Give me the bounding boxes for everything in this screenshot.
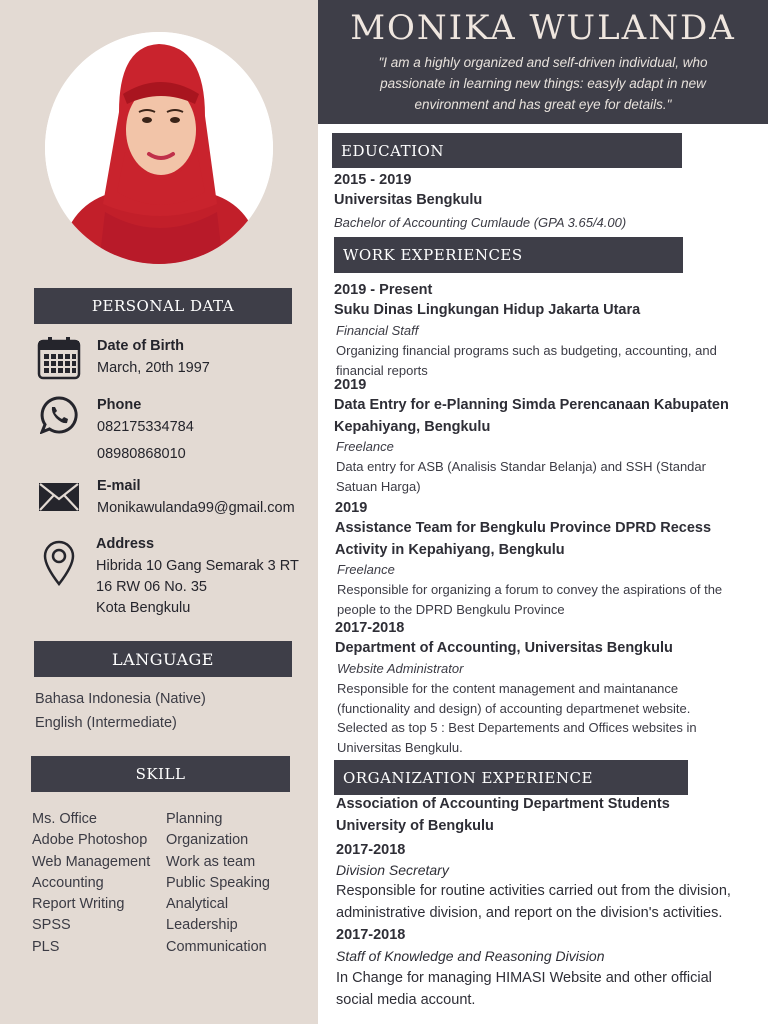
work-organization: Data Entry for e-Planning Simda Perencanaan Kabupaten Kepahiyang, Bengkulu — [334, 397, 729, 435]
work-years: 2019 — [334, 377, 367, 393]
personal-statement: "I am a highly organized and self-driven individual, who passionate in learning new things: easyly adapt in new environment and has great eye for details." — [378, 55, 708, 112]
skill-column-2 — [166, 809, 270, 958]
work-role: Website Administrator — [337, 661, 464, 676]
address-line-3: Kota Bengkulu — [96, 600, 191, 616]
language-item: Bahasa Indonesia (Native) — [35, 691, 206, 707]
organization-role: Staff of Knowledge and Reasoning Division — [336, 948, 605, 964]
address-label: Address — [96, 536, 155, 552]
work-role: Freelance — [337, 562, 395, 577]
work-role: Financial Staff — [336, 323, 419, 338]
dob-label: Date of Birth — [97, 338, 184, 354]
education-school: Universitas Bengkulu — [334, 192, 483, 208]
skill-item: Work as team — [166, 853, 256, 870]
education-heading: EDUCATION — [332, 133, 682, 168]
skill-column-1 — [32, 809, 150, 958]
work-role: Freelance — [336, 439, 394, 454]
work-heading: WORK EXPERIENCES — [334, 237, 683, 273]
education-degree: Bachelor of Accounting Cumlaude (GPA 3.65/4.00) — [334, 215, 627, 230]
candidate-name: MONIKA WULANDA — [350, 8, 736, 48]
address-line-1: Hibrida 10 Gang Semarak 3 RT — [96, 558, 299, 574]
work-organization: Department of Accounting, Universitas Bengkulu — [335, 640, 673, 656]
education-years: 2015 - 2019 — [334, 172, 412, 188]
skill-item: Public Speaking — [166, 874, 270, 891]
skill-item: Accounting — [32, 874, 104, 891]
organization-description: In Change for managing HIMASI Website and other official social media account. — [336, 970, 712, 1008]
work-years: 2017-2018 — [335, 620, 405, 636]
mail-icon — [38, 481, 80, 513]
email-value: Monikawulanda99@gmail.com — [97, 500, 295, 516]
work-description: Data entry for ASB (Analisis Standar Belanja) and SSH (Standar Satuan Harga) — [336, 459, 706, 494]
work-organization: Suku Dinas Lingkungan Hidup Jakarta Utara — [334, 302, 641, 318]
personal-data-heading: PERSONAL DATA — [34, 288, 292, 324]
work-years: 2019 — [335, 500, 368, 516]
organization-description: Responsible for routine activities carried out from the division, administrative division, and report on the division's activities. — [336, 883, 731, 921]
profile-photo — [45, 32, 273, 264]
whatsapp-icon — [40, 396, 78, 434]
skill-item: Organization — [166, 832, 249, 849]
portrait-illustration — [45, 32, 273, 264]
organization-name: Association of Accounting Department Students University of Bengkulu — [336, 796, 670, 834]
skill-item: Analytical — [166, 896, 229, 913]
skill-item: Ms. Office — [32, 811, 97, 827]
work-years: 2019 - Present — [334, 282, 433, 298]
work-organization: Assistance Team for Bengkulu Province DPRD Recess Activity in Kepahiyang, Bengkulu — [335, 520, 712, 558]
organization-role: Division Secretary — [336, 862, 449, 878]
location-pin-icon — [42, 540, 76, 586]
skill-item: PLS — [32, 938, 60, 955]
phone-1: 082175334784 — [97, 419, 194, 435]
header-banner — [318, 0, 768, 124]
skill-item: SPSS — [32, 917, 71, 934]
work-description: Responsible for the content management and maintanance (functionality and design) of accounting departmenet website. Selected as top 5 : Best Departements and Offices websites in Universitas Bengkulu. — [337, 681, 697, 755]
organization-heading: ORGANIZATION EXPERIENCE — [334, 760, 688, 795]
skill-item: Adobe Photoshop — [32, 832, 148, 849]
organization-years: 2017-2018 — [336, 927, 406, 943]
skill-item: Communication — [166, 938, 267, 955]
email-label: E-mail — [97, 478, 141, 494]
language-heading: LANGUAGE — [34, 641, 292, 677]
skill-item: Leadership — [166, 917, 238, 934]
skill-item: Report Writing — [32, 896, 125, 913]
language-item: English (Intermediate) — [35, 715, 177, 731]
skill-item: Planning — [166, 811, 223, 827]
address-line-2: 16 RW 06 No. 35 — [96, 579, 207, 595]
work-description: Organizing financial programs such as budgeting, accounting, and financial reports — [336, 343, 717, 378]
work-description: Responsible for organizing a forum to convey the aspirations of the people to the DPRD Bengkulu Province — [337, 582, 723, 617]
phone-label: Phone — [97, 397, 142, 413]
dob-value: March, 20th 1997 — [97, 360, 210, 376]
organization-years: 2017-2018 — [336, 842, 406, 858]
phone-2: 08980868010 — [97, 446, 186, 462]
skill-item: Web Management — [32, 853, 151, 870]
calendar-icon — [37, 336, 81, 380]
skill-heading: SKILL — [31, 756, 290, 792]
